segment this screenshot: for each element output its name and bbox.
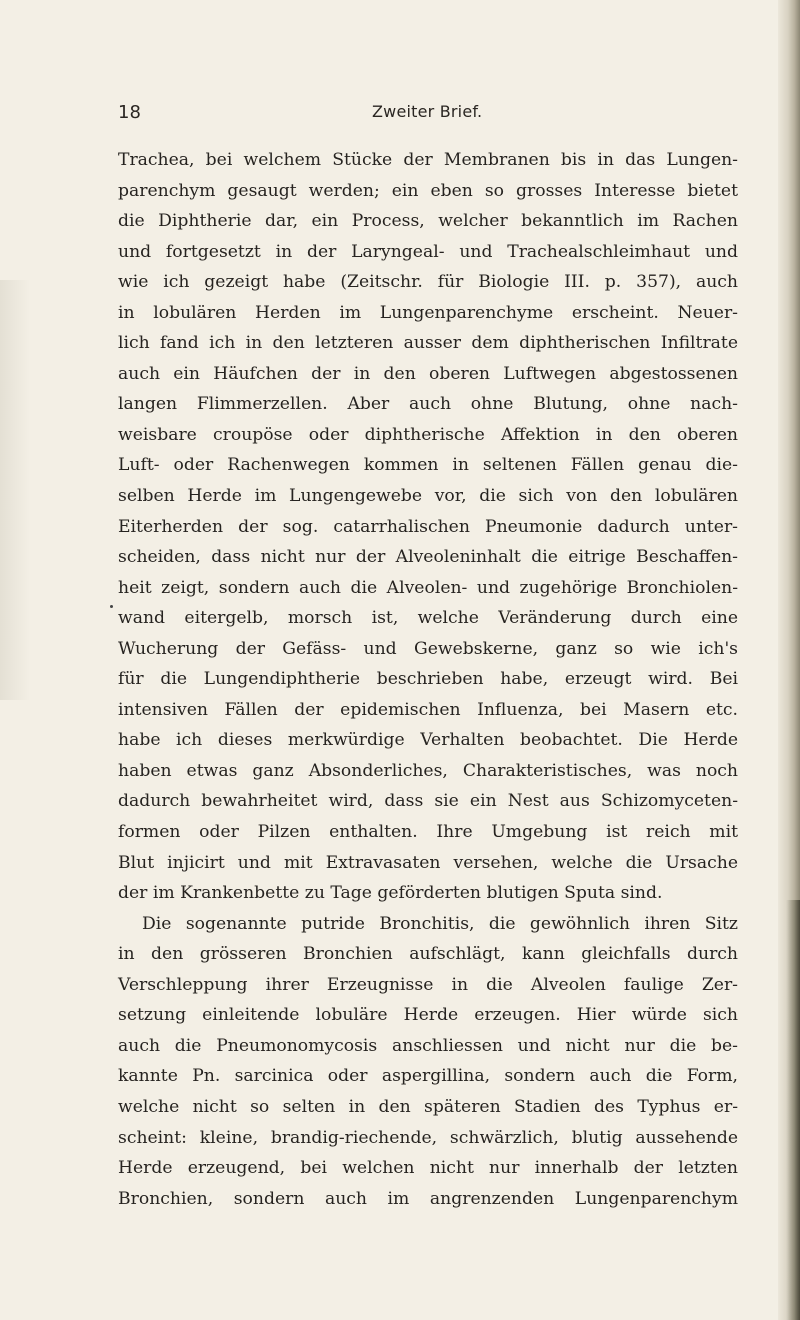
text-line: wie ich gezeigt habe (Zeitschr. für Biologie III. p. 357), auch [118,272,738,293]
text-line: dadurch bewahrheitet wird, dass sie ein Nest aus Schizomyceten- [118,791,738,812]
text-line: heit zeigt, sondern auch die Alveolen- und zugehörige Bronchiolen- [118,577,738,598]
text-line: weisbare croupöse oder diphtherische Affektion in den oberen [118,424,738,445]
page-header [0,102,800,128]
running-head: Zweiter Brief. [372,102,483,121]
page-number: 18 [118,102,141,123]
text-line: Verschleppung ihrer Erzeugnisse in die Alveolen faulige Zer- [118,974,738,995]
text-line: Eiterherden der sog. catarrhalischen Pneumonie dadurch unter- [118,516,738,537]
text-line: und fortgesetzt in der Laryngeal- und Trachealschleimhaut und [118,241,738,262]
margin-mark [110,605,113,608]
text-line: intensiven Fällen der epidemischen Influenza, bei Masern etc. [118,699,738,720]
text-line: auch ein Häufchen der in den oberen Luftwegen abgestossenen [118,363,738,384]
text-line: lich fand ich in den letzteren ausser dem diphtherischen Infiltrate [118,333,738,354]
text-line: in den grösseren Bronchien aufschlägt, kann gleichfalls durch [118,944,738,965]
text-line: haben etwas ganz Absonderliches, Charakteristisches, was noch [118,760,738,781]
text-line: kannte Pn. sarcinica oder aspergillina, sondern auch die Form, [118,1066,738,1087]
text-line: wand eitergelb, morsch ist, welche Veränderung durch eine [118,608,738,629]
text-line: für die Lungendiphtherie beschrieben habe, erzeugt wird. Bei [118,669,738,690]
text-line: langen Flimmerzellen. Aber auch ohne Blutung, ohne nach- [118,394,738,415]
text-line: parenchym gesaugt werden; ein eben so grosses Interesse bietet [118,180,738,201]
text-line: selben Herde im Lungengewebe vor, die sich von den lobulären [118,486,738,507]
text-line: Herde erzeugend, bei welchen nicht nur innerhalb der letzten [118,1158,738,1179]
text-line: Blut injicirt und mit Extravasaten versehen, welche die Ursache [118,852,738,873]
text-line: Die sogenannte putride Bronchitis, die gewöhnlich ihren Sitz [142,913,738,934]
text-line: in lobulären Herden im Lungenparenchyme erscheint. Neuer- [118,302,738,323]
text-line: scheint: kleine, brandig-riechende, schwärzlich, blutig aussehende [118,1127,738,1148]
text-line: welche nicht so selten in den späteren Stadien des Typhus er- [118,1096,738,1117]
text-line: formen oder Pilzen enthalten. Ihre Umgebung ist reich mit [118,822,738,843]
page-spine-shadow [786,900,800,1320]
left-edge-shading [0,280,30,700]
text-line: Bronchien, sondern auch im angrenzenden Lungenparenchym [118,1188,738,1209]
text-line: scheiden, dass nicht nur der Alveoleninhalt die eitrige Beschaffen- [118,547,738,568]
text-line: die Diphtherie dar, ein Process, welcher bekanntlich im Rachen [118,211,738,232]
text-line: Wucherung der Gefäss- und Gewebskerne, ganz so wie ich's [118,638,738,659]
text-line: Luft- oder Rachenwegen kommen in seltenen Fällen genau die- [118,455,738,476]
text-line: habe ich dieses merkwürdige Verhalten beobachtet. Die Herde [118,730,738,751]
text-line: Trachea, bei welchem Stücke der Membranen bis in das Lungen- [118,150,738,170]
text-line: setzung einleitende lobuläre Herde erzeugen. Hier würde sich [118,1005,738,1026]
text-line: auch die Pneumonomycosis anschliessen und nicht nur die be- [118,1035,738,1056]
text-line: der im Krankenbette zu Tage geförderten blutigen Sputa sind. [118,883,663,904]
body-text [118,145,738,1214]
